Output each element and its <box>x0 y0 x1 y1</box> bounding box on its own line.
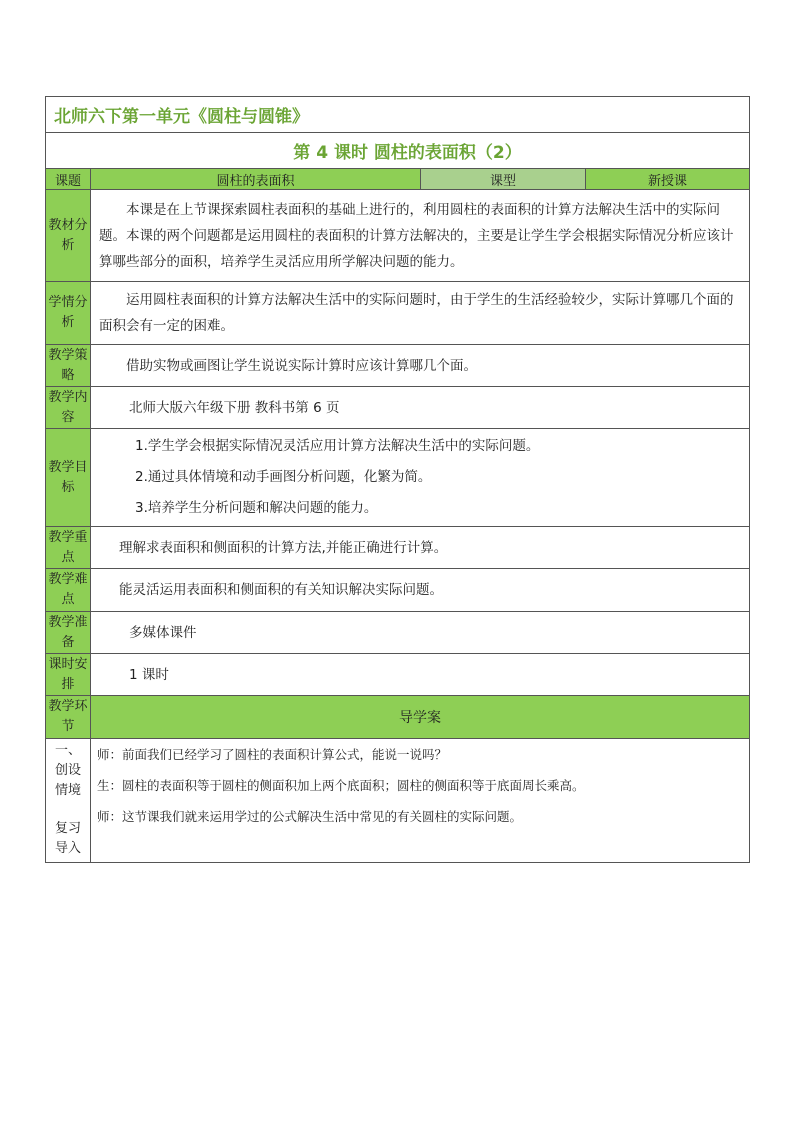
goals-list <box>91 429 750 527</box>
strategy-label: 教学策略 <box>46 345 91 387</box>
students-text <box>91 282 750 345</box>
dialogue-line: 师：前面我们已经学习了圆柱的表面积计算公式，能说一说吗？ <box>97 747 448 762</box>
intro-review-label: 复习导入 <box>54 821 81 856</box>
goal-item: 3.培养学生分析问题和解决问题的能力。 <box>135 500 378 516</box>
prep-paragraph: 多媒体课件 <box>129 624 197 641</box>
lesson-title: 第 4 课时 圆柱的表面积（2） <box>46 133 750 169</box>
students-paragraph: 运用圆柱表面积的计算方法解决生活中的实际问题时，由于学生的生活经验较少，实际计算哪几个面的面积会有一定的困难。 <box>99 292 734 334</box>
topic-label: 课题 <box>46 169 91 190</box>
intro-label <box>46 739 91 863</box>
hours-paragraph: 1 课时 <box>129 666 169 683</box>
difficulty-paragraph: 能灵活运用表面积和侧面积的有关知识解决实际问题。 <box>119 582 443 598</box>
content-paragraph: 北师大版六年级下册 教科书第 6 页 <box>129 399 340 416</box>
unit-title: 北师六下第一单元《圆柱与圆锥》 <box>46 97 750 133</box>
goal-item: 1.学生学会根据实际情况灵活应用计算方法解决生活中的实际问题。 <box>135 438 540 454</box>
type-label: 课型 <box>421 169 586 190</box>
intro-stage-label: 一、创设情境 <box>54 743 81 798</box>
materials-paragraph: 本课是在上节课探索圆柱表面积的基础上进行的，利用圆柱的表面积的计算方法解决生活中的实际问题。本课的两个问题都是运用圆柱的表面积的计算方法解决的，主要是让学生学会根据实际情况分析应该计算哪些部分的面积，培养学生灵活应用所学解决问题的能力。 <box>99 201 734 270</box>
dialogue-line: 师：这节课我们就来运用学过的公式解决生活中常见的有关圆柱的实际问题。 <box>97 809 523 824</box>
goals-label: 教学目标 <box>46 429 91 527</box>
intro-dialogue <box>91 739 750 863</box>
hours-label: 课时安排 <box>46 654 91 696</box>
prep-text <box>91 612 750 654</box>
process-label: 教学环节 <box>46 696 91 739</box>
goal-item: 2.通过具体情境和动手画图分析问题，化繁为简。 <box>135 469 432 485</box>
topic-value: 圆柱的表面积 <box>91 169 421 190</box>
materials-text <box>91 190 750 282</box>
guide-heading: 导学案 <box>91 696 750 739</box>
students-label: 学情分析 <box>46 282 91 345</box>
lesson-plan-table <box>45 96 750 863</box>
difficulty-text <box>91 569 750 612</box>
strategy-paragraph: 借助实物或画图让学生说说实际计算时应该计算哪几个面。 <box>126 357 477 374</box>
type-value: 新授课 <box>586 169 750 190</box>
materials-label: 教材分析 <box>46 190 91 282</box>
key-paragraph: 理解求表面积和侧面积的计算方法,并能正确进行计算。 <box>119 539 448 556</box>
hours-text <box>91 654 750 696</box>
strategy-text <box>91 345 750 387</box>
lesson-plan-page <box>45 96 749 863</box>
key-text <box>91 527 750 569</box>
content-label: 教学内容 <box>46 387 91 429</box>
prep-label: 教学准备 <box>46 612 91 654</box>
difficulty-label: 教学难点 <box>46 569 91 612</box>
dialogue-line: 生：圆柱的表面积等于圆柱的侧面积加上两个底面积；圆柱的侧面积等于底面周长乘高。 <box>97 778 585 793</box>
key-label: 教学重点 <box>46 527 91 569</box>
content-text <box>91 387 750 429</box>
